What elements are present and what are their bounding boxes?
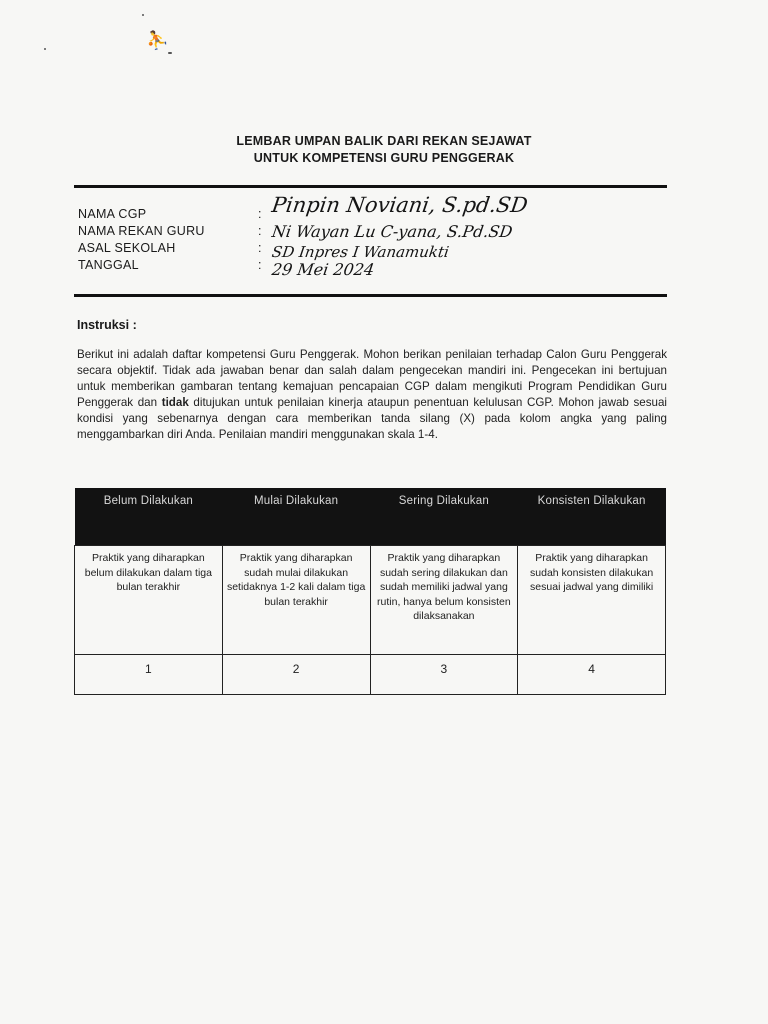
- instructions-emphasis: tidak: [161, 396, 189, 409]
- header-divider-bottom: [74, 294, 667, 297]
- header-divider-top: [74, 185, 667, 188]
- scan-speck: [168, 52, 172, 54]
- handwritten-asal-sekolah: SD Inpres I Wanamukti: [270, 243, 451, 261]
- scale-header-konsisten: Konsisten Dilakukan: [518, 488, 666, 546]
- handwritten-nama-cgp: Pinpin Noviani, S.pd.SD: [270, 193, 530, 217]
- handwritten-nama-rekan-guru: Ni Wayan Lu C-yana, S.Pd.SD: [270, 222, 514, 241]
- scale-header-mulai: Mulai Dilakukan: [222, 488, 370, 546]
- label-asal-sekolah: ASAL SEKOLAH: [78, 241, 176, 255]
- scale-score-3[interactable]: 3: [370, 655, 518, 695]
- scale-description-2: Praktik yang diharapkan sudah mulai dilakukan setidaknya 1-2 kali dalam tiga bulan terakhir: [222, 546, 370, 655]
- colon: :: [258, 258, 262, 272]
- colon: :: [258, 241, 262, 255]
- document-subtitle: UNTUK KOMPETENSI GURU PENGGERAK: [253, 151, 515, 165]
- scale-score-4[interactable]: 4: [518, 655, 666, 695]
- scale-description-3: Praktik yang diharapkan sudah sering dilakukan dan sudah memiliki jadwal yang rutin, hanya belum konsisten dilaksanakan: [370, 546, 518, 655]
- scan-speck: [142, 14, 144, 16]
- handwritten-tanggal: 29 Mei 2024: [270, 260, 376, 279]
- scale-header-belum: Belum Dilakukan: [75, 488, 223, 546]
- label-nama-cgp: NAMA CGP: [78, 207, 147, 221]
- scan-speck: [44, 48, 46, 50]
- label-tanggal: TANGGAL: [78, 258, 139, 272]
- scan-artifact-mark: ⛹: [144, 27, 171, 53]
- scale-score-1[interactable]: 1: [75, 655, 223, 695]
- colon: :: [258, 224, 262, 238]
- scale-header-row: [75, 488, 666, 546]
- instructions-text-part2: ditujukan untuk penilaian kinerja ataupun penentuan kelulusan CGP. Mohon jawab sesuai kondisi yang sebenarnya dengan cara memberikan tanda silang (X) pada kolom angka yang paling menggambarkan diri Anda. Penilaian mandiri menggunakan skala 1-4.: [77, 396, 667, 441]
- instructions-paragraph: [77, 347, 667, 443]
- instructions-heading: Instruksi :: [77, 318, 137, 332]
- scale-score-row: [75, 655, 666, 695]
- scale-header-sering: Sering Dilakukan: [370, 488, 518, 546]
- scale-description-row: [75, 546, 666, 655]
- scale-description-4: Praktik yang diharapkan sudah konsisten dilakukan sesuai jadwal yang dimiliki: [518, 546, 666, 655]
- document-title: LEMBAR UMPAN BALIK DARI REKAN SEJAWAT: [236, 134, 532, 148]
- scale-score-2[interactable]: 2: [222, 655, 370, 695]
- rating-scale-table: [74, 488, 666, 695]
- colon: :: [258, 207, 262, 221]
- instructions-text-part1: Berikut ini adalah daftar kompetensi Guru Penggerak. Mohon berikan penilaian terhadap Calon Guru Penggerak secara objektif. Tidak ada jawaban benar dan salah dalam pengecekan mandiri ini. Pengecekan ini bertujuan untuk memberikan gambaran tentang kemajuan pencapaian CGP dalam mengikuti Program Pendidikan Guru Penggerak dan: [77, 348, 667, 409]
- label-nama-rekan-guru: NAMA REKAN GURU: [78, 224, 205, 238]
- scale-description-1: Praktik yang diharapkan belum dilakukan dalam tiga bulan terakhir: [75, 546, 223, 655]
